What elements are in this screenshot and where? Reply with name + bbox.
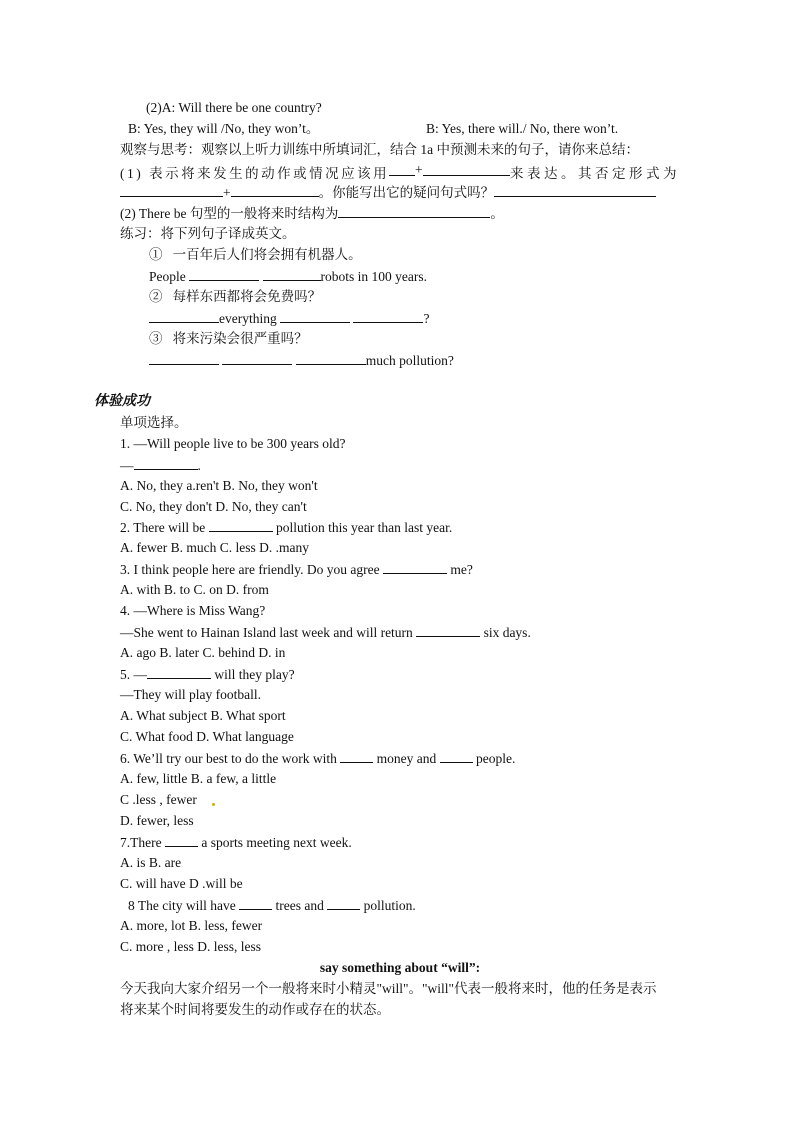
summary-line-1 <box>120 162 680 182</box>
q4-options: A. ago B. later C. behind D. in <box>120 645 286 660</box>
there-be-line <box>120 204 504 223</box>
practice-instruction: 练习：将下列句子译成英文。 <box>120 226 296 241</box>
q8-stem <box>128 896 416 915</box>
blank-will[interactable] <box>389 162 415 176</box>
blank-negative-2[interactable] <box>231 183 319 197</box>
blank-3a[interactable] <box>149 351 219 365</box>
q6-stem <box>120 749 515 768</box>
q6-stem-b: money and <box>376 751 437 766</box>
there-be-text: (2) There be 句型的一般将来时结构为 <box>120 206 339 221</box>
blank-3c[interactable] <box>296 351 366 365</box>
blank-negative-1[interactable] <box>120 183 223 197</box>
q6-option-d: D. fewer, less <box>120 813 194 828</box>
item-3-chinese <box>149 330 308 348</box>
blank-question-form[interactable] <box>494 183 656 197</box>
plus-sign-2: + <box>223 185 231 200</box>
summary-text-a: (1) 表示将来发生的动作或情况应该用 <box>120 166 390 181</box>
q4-answer-a: —She went to Hainan Island last week and will return <box>120 625 413 640</box>
item-2-en-end: ? <box>423 311 430 326</box>
q4-answer <box>120 623 531 642</box>
dialogue-question: (2)A: Will there be one country? <box>146 100 322 115</box>
q8-stem-a: 8 The city will have <box>128 898 236 913</box>
q6-stem-c: people. <box>476 751 516 766</box>
q5-stem-b: will they play? <box>214 667 295 682</box>
item-2-cn-text: 每样东西都将会免费吗？ <box>172 289 322 304</box>
q2-options: A. fewer B. much C. less D. .many <box>120 540 309 555</box>
circled-2: ② <box>149 289 163 304</box>
item-1-english <box>149 267 427 286</box>
blank-verb[interactable] <box>423 162 510 176</box>
dash: — <box>120 458 134 473</box>
item-3-en-end: much pollution? <box>365 353 454 368</box>
will-heading: say something about “will”: <box>319 960 481 975</box>
circled-1: ① <box>149 247 163 262</box>
blank-q4[interactable] <box>416 623 480 637</box>
blank-2c[interactable] <box>353 309 423 323</box>
q3-options: A. with B. to C. on D. from <box>120 582 269 597</box>
blank-q3[interactable] <box>383 560 447 574</box>
q5-answer: —They will play football. <box>120 687 261 702</box>
blank-q6a[interactable] <box>340 749 373 763</box>
q2-stem-a: 2. There will be <box>120 520 206 535</box>
plus-sign: + <box>414 162 423 177</box>
summary-line-2 <box>120 183 656 202</box>
item-1-en-end: robots in 100 years. <box>320 269 427 284</box>
blank-q1[interactable] <box>134 456 198 470</box>
q3-stem-a: 3. I think people here are friendly. Do you agree <box>120 562 380 577</box>
q5-stem <box>120 665 295 684</box>
summary-text-b: 来表达。其否定形式为 <box>510 166 680 181</box>
q1-options-ab: A. No, they a.ren't B. No, they won't <box>120 478 318 493</box>
item-1-chinese <box>149 246 362 264</box>
dialogue-answer-2: B: Yes, there will./ No, there won’t. <box>426 121 619 136</box>
blank-q2[interactable] <box>209 518 273 532</box>
blank-q8b[interactable] <box>327 896 360 910</box>
item-3-cn-text: 将来污染会很严重吗？ <box>172 331 308 346</box>
blank-2b[interactable] <box>280 309 350 323</box>
q5-stem-a: 5. — <box>120 667 147 682</box>
blank-there-be[interactable] <box>338 204 490 218</box>
period: 。 <box>490 206 504 221</box>
q7-options-cd: C. will have D .will be <box>120 876 243 891</box>
blank-q6b[interactable] <box>440 749 473 763</box>
blank-2a[interactable] <box>149 309 219 323</box>
observe-instruction: 观察与思考：观察以上听力训练中所填词汇，结合 1a 中预测未来的句子，请你来总结： <box>120 142 639 157</box>
section-title: 体验成功 <box>94 394 150 409</box>
blank-3b[interactable] <box>222 351 292 365</box>
circled-3: ③ <box>149 331 163 346</box>
q8-stem-b: trees and <box>275 898 324 913</box>
q2-stem-b: pollution this year than last year. <box>275 520 453 535</box>
q7-stem <box>120 833 352 852</box>
blank-1b[interactable] <box>263 267 321 281</box>
will-paragraph-line-1: 今天我向大家介绍另一个一般将来时小精灵"will"。"will"代表一般将来时，他的任务是表示 <box>120 981 657 996</box>
item-2-english <box>149 309 429 328</box>
blank-q8a[interactable] <box>239 896 272 910</box>
q6-option-c: C .less , fewer <box>120 792 197 807</box>
item-2-en-mid: everything <box>219 311 277 326</box>
blank-q7[interactable] <box>165 833 198 847</box>
q5-options-ab: A. What subject B. What sport <box>120 708 286 723</box>
q3-stem <box>120 560 473 579</box>
q1-answer-line <box>120 456 201 475</box>
period: . <box>197 458 201 473</box>
q2-stem <box>120 518 452 537</box>
item-3-english <box>149 351 454 370</box>
item-1-cn-text: 一百年后人们将会拥有机器人。 <box>172 247 362 262</box>
blank-q5[interactable] <box>147 665 211 679</box>
q7-stem-b: a sports meeting next week. <box>201 835 352 850</box>
item-1-en-start: People <box>149 269 186 284</box>
summary-text-c: 。你能写出它的疑问句式吗？ <box>318 185 495 200</box>
q7-stem-a: 7.There <box>120 835 162 850</box>
item-2-chinese <box>149 288 321 306</box>
q6-options-ab: A. few, little B. a few, a little <box>120 771 277 786</box>
q8-options-ab: A. more, lot B. less, fewer <box>120 918 263 933</box>
q8-stem-c: pollution. <box>363 898 416 913</box>
q6-stem-a: 6. We’ll try our best to do the work with <box>120 751 337 766</box>
will-paragraph-line-2: 将来某个时间将要发生的动作或存在的状态。 <box>120 1002 390 1017</box>
stray-dot-mark <box>212 803 215 806</box>
dialogue-answer-1: B: Yes, they will /No, they won’t。 <box>128 121 320 136</box>
section-intro: 单项选择。 <box>120 415 188 430</box>
q8-options-cd: C. more , less D. less, less <box>120 939 261 954</box>
q3-stem-b: me? <box>450 562 473 577</box>
q1-options-cd: C. No, they don't D. No, they can't <box>120 499 307 514</box>
q7-options-ab: A. is B. are <box>120 855 182 870</box>
q1-stem: 1. —Will people live to be 300 years old? <box>120 436 346 451</box>
blank-1a[interactable] <box>189 267 259 281</box>
q4-stem: 4. —Where is Miss Wang? <box>120 603 266 618</box>
q5-options-cd: C. What food D. What language <box>120 729 294 744</box>
q4-answer-b: six days. <box>483 625 531 640</box>
